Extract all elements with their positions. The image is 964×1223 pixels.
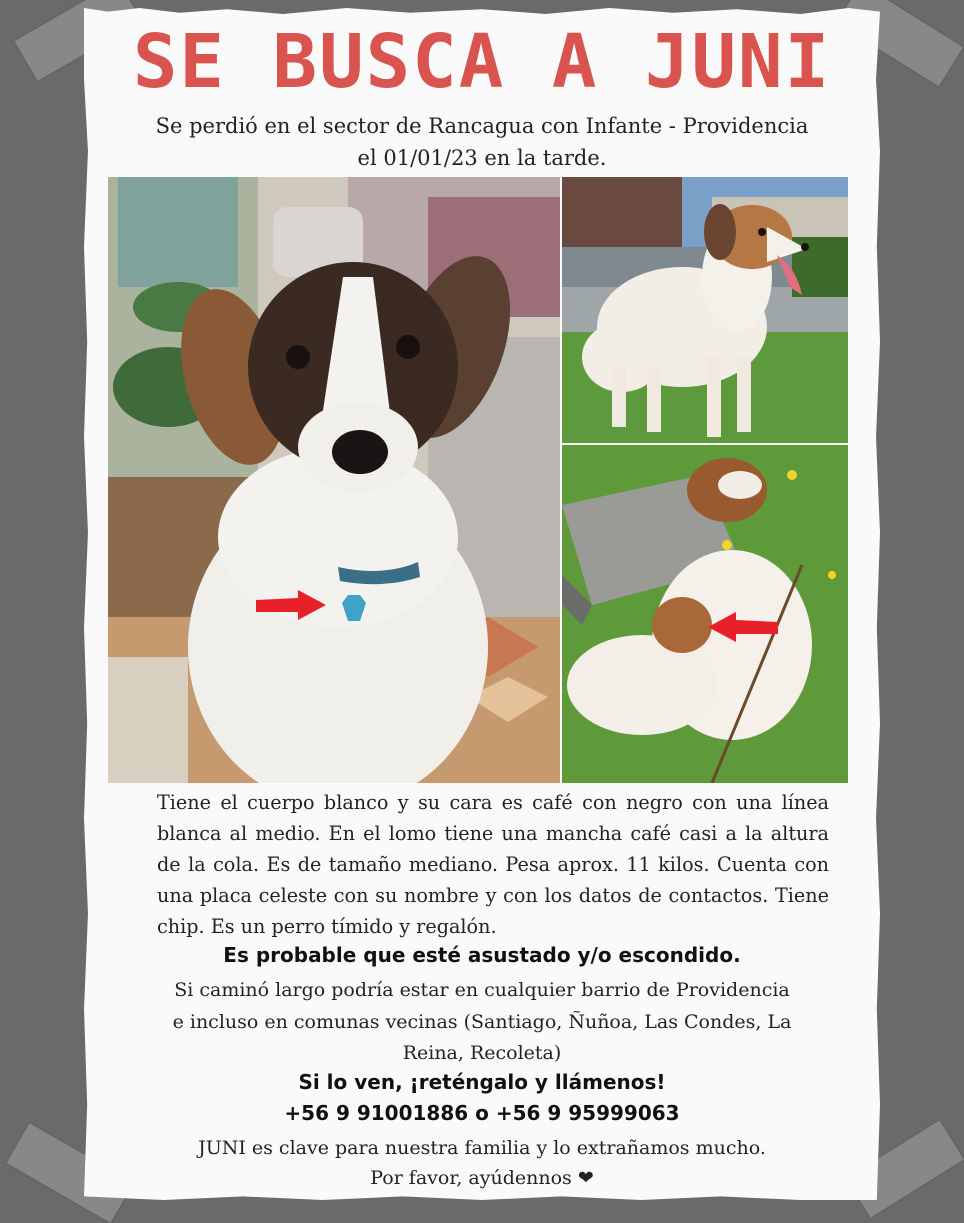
arrow-tag-indicator: [256, 590, 326, 620]
info-line-3: Reina, Recoleta): [402, 1042, 562, 1064]
dog-standing-illustration: [562, 177, 848, 443]
call-to-action: Si lo ven, ¡reténgalo y llámenos!: [298, 1070, 666, 1094]
poster-subtitle: [0, 110, 964, 174]
dog-photo-standing: [562, 177, 848, 443]
warning-text: Es probable que esté asustado y/o escondido.: [223, 943, 741, 967]
dog-back-illustration: [562, 445, 848, 783]
dog-photo-back: [562, 445, 848, 783]
dog-description: Tiene el cuerpo blanco y su cara es café con negro con una línea blanca al medio. En el lomo tiene una mancha café casi a la altura de la cola. Es de tamaño mediano. Pesa aprox. 11 kilos. Cuenta con una placa celeste con su nombre y con los datos de contactos. Tiene chip. Es un perro tímido y regalón.: [157, 791, 829, 938]
closing-line-2: Por favor, ayúdennos ❤: [370, 1167, 594, 1189]
info-line-2: e incluso en comunas vecinas (Santiago, Ñuñoa, Las Condes, La: [172, 1011, 792, 1033]
subtitle-line-2: el 01/01/23 en la tarde.: [357, 146, 607, 170]
dog-sitting-illustration: [108, 177, 560, 783]
arrow-back-spot-indicator: [708, 612, 778, 642]
subtitle-line-1: Se perdió en el sector de Rancagua con Infante - Providencia: [155, 114, 809, 138]
phone-numbers: +56 9 91001886 o +56 9 95999063: [284, 1101, 680, 1125]
poster-title: SE BUSCA A JUNI: [132, 19, 832, 105]
dog-photo-main: [108, 177, 560, 783]
info-line-1: Si caminó largo podría estar en cualquier barrio de Providencia: [174, 979, 790, 1001]
closing-line-1: JUNI es clave para nuestra familia y lo extrañamos mucho.: [198, 1137, 766, 1159]
